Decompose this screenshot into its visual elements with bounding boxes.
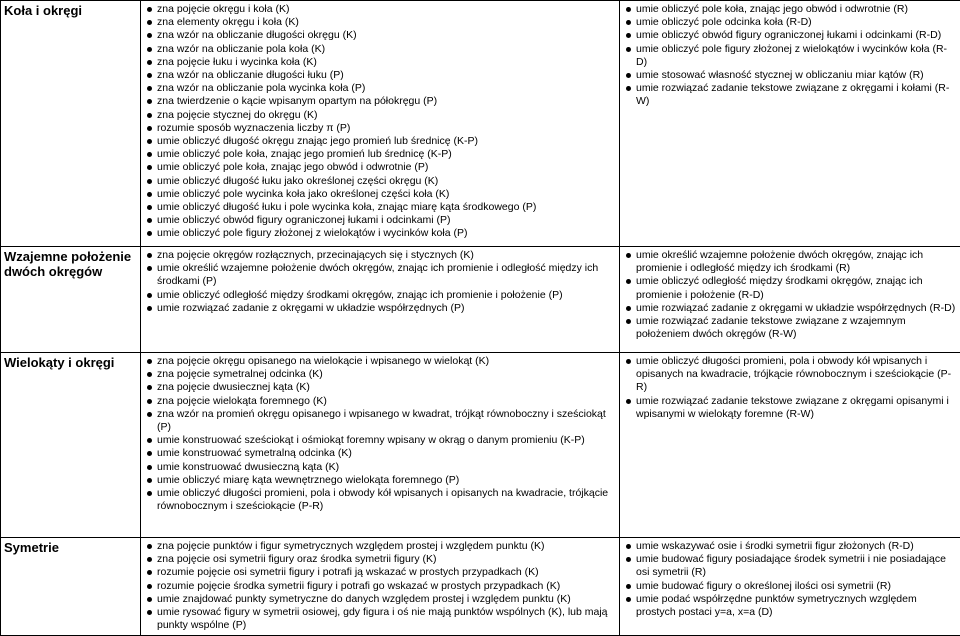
list-item: umie budować figury posiadające środek symetrii i nie posiadające osi symetrii (R): [623, 553, 957, 579]
list-item: umie określić wzajemne położenie dwóch okręgów, znając ich promienie i odległość między ich środkami (P): [144, 262, 616, 288]
list-item: zna pojęcie okręgów rozłącznych, przecinających się i stycznych (K): [144, 249, 616, 262]
list-item: umie obliczyć pole figury złożonej z wielokątów i wycinków koła (R-D): [623, 43, 957, 69]
list-item: rozumie pojęcie środka symetrii figury i potrafi go wskazać w prostych przypadkach (K): [144, 580, 616, 593]
advanced-requirements-list: [623, 3, 957, 109]
list-item: umie rysować figury w symetrii osiowej, gdy figura i oś nie mają punktów wspólnych (K), lub mają punkty wspólne (P): [144, 606, 616, 632]
list-item: umie obliczyć obwód figury ograniczonej łukami i odcinkami (P): [144, 214, 616, 227]
list-item: zna pojęcie punktów i figur symetrycznych względem prostej i względem punktu (K): [144, 540, 616, 553]
topic-cell: Koła i okręgi: [1, 1, 141, 247]
table-body: [1, 1, 960, 636]
advanced-requirements-cell: [620, 353, 960, 538]
basic-requirements-cell: [141, 1, 620, 247]
list-item: umie obliczyć miarę kąta wewnętrznego wielokąta foremnego (P): [144, 474, 616, 487]
list-item: umie rozwiązać zadanie tekstowe związane z okręgami opisanymi i wpisanymi w wielokąty foremne (R-W): [623, 395, 957, 421]
list-item: rozumie sposób wyznaczenia liczby π (P): [144, 122, 616, 135]
table-row: [1, 1, 960, 247]
basic-requirements-list: [144, 3, 616, 241]
list-item: umie konstruować sześciokąt i ośmiokąt foremny wpisany w okrąg o danym promieniu (K-P): [144, 434, 616, 447]
advanced-requirements-cell: [620, 1, 960, 247]
list-item: zna pojęcie wielokąta foremnego (K): [144, 395, 616, 408]
advanced-requirements-list: [623, 355, 957, 421]
basic-requirements-cell: [141, 538, 620, 636]
list-item: zna pojęcie łuku i wycinka koła (K): [144, 56, 616, 69]
list-item: zna pojęcie osi symetrii figury oraz środka symetrii figury (K): [144, 553, 616, 566]
advanced-requirements-cell: [620, 247, 960, 353]
list-item: umie wskazywać osie i środki symetrii figur złożonych (R-D): [623, 540, 957, 553]
list-item: umie obliczyć odległość między środkami okręgów, znając ich promienie i położenie (R-D): [623, 275, 957, 301]
basic-requirements-list: [144, 540, 616, 632]
list-item: zna pojęcie okręgu opisanego na wielokącie i wpisanego w wielokąt (K): [144, 355, 616, 368]
list-item: zna pojęcie stycznej do okręgu (K): [144, 109, 616, 122]
list-item: zna wzór na obliczanie pola wycinka koła (P): [144, 82, 616, 95]
list-item: umie obliczyć pole wycinka koła jako określonej części koła (K): [144, 188, 616, 201]
list-item: umie konstruować symetralną odcinka (K): [144, 447, 616, 460]
basic-requirements-list: [144, 355, 616, 513]
list-item: umie znajdować punkty symetryczne do danych względem prostej i względem punktu (K): [144, 593, 616, 606]
basic-requirements-list: [144, 249, 616, 315]
list-item: umie obliczyć długość łuku jako określonej części okręgu (K): [144, 175, 616, 188]
list-item: umie obliczyć pole koła, znając jego promień lub średnicę (K-P): [144, 148, 616, 161]
list-item: zna pojęcie dwusiecznej kąta (K): [144, 381, 616, 394]
list-item: rozumie pojęcie osi symetrii figury i potrafi ją wskazać w prostych przypadkach (K): [144, 566, 616, 579]
advanced-requirements-cell: [620, 538, 960, 636]
list-item: zna wzór na obliczanie długości łuku (P): [144, 69, 616, 82]
topic-cell: Wielokąty i okręgi: [1, 353, 141, 538]
table-row: [1, 247, 960, 353]
list-item: zna pojęcie symetralnej odcinka (K): [144, 368, 616, 381]
list-item: umie budować figury o określonej ilości osi symetrii (R): [623, 580, 957, 593]
list-item: umie obliczyć pole koła, znając jego obwód i odwrotnie (P): [144, 161, 616, 174]
topic-cell: Symetrie: [1, 538, 141, 636]
list-item: umie rozwiązać zadanie z okręgami w układzie współrzędnych (R-D): [623, 302, 957, 315]
list-item: umie obliczyć długość łuku i pole wycinka koła, znając miarę kąta środkowego (P): [144, 201, 616, 214]
list-item: zna twierdzenie o kącie wpisanym opartym na półokręgu (P): [144, 95, 616, 108]
list-item: umie rozwiązać zadanie z okręgami w układzie współrzędnych (P): [144, 302, 616, 315]
list-item: umie rozwiązać zadanie tekstowe związane z okręgami i kołami (R-W): [623, 82, 957, 108]
list-item: umie podać współrzędne punktów symetrycznych względem prostych postaci y=a, x=a (D): [623, 593, 957, 619]
list-item: umie rozwiązać zadanie tekstowe związane z wzajemnym położeniem dwóch okręgów (R-W): [623, 315, 957, 341]
list-item: zna wzór na obliczanie długości okręgu (K): [144, 29, 616, 42]
advanced-requirements-list: [623, 540, 957, 619]
list-item: umie obliczyć długości promieni, pola i obwody kół wpisanych i opisanych na kwadracie, trójkącie równobocznym i sześciokącie (P-R): [623, 355, 957, 395]
list-item: umie obliczyć pole odcinka koła (R-D): [623, 16, 957, 29]
list-item: umie obliczyć odległość między środkami okręgów, znając ich promienie i położenie (P): [144, 289, 616, 302]
topic-cell: Wzajemne położenie dwóch okręgów: [1, 247, 141, 353]
list-item: umie konstruować dwusieczną kąta (K): [144, 461, 616, 474]
list-item: zna pojęcie okręgu i koła (K): [144, 3, 616, 16]
list-item: zna wzór na obliczanie pola koła (K): [144, 43, 616, 56]
list-item: umie obliczyć długość okręgu znając jego promień lub średnicę (K-P): [144, 135, 616, 148]
basic-requirements-cell: [141, 353, 620, 538]
list-item: zna wzór na promień okręgu opisanego i wpisanego w kwadrat, trójkąt równoboczny i sześciokąt (P): [144, 408, 616, 434]
list-item: zna elementy okręgu i koła (K): [144, 16, 616, 29]
advanced-requirements-list: [623, 249, 957, 341]
table-row: [1, 538, 960, 636]
list-item: umie obliczyć pole koła, znając jego obwód i odwrotnie (R): [623, 3, 957, 16]
table-row: [1, 353, 960, 538]
basic-requirements-cell: [141, 247, 620, 353]
list-item: umie obliczyć obwód figury ograniczonej łukami i odcinkami (R-D): [623, 29, 957, 42]
list-item: umie obliczyć długości promieni, pola i obwody kół wpisanych i opisanych na kwadracie, trójkącie równobocznym i sześciokącie (P-R): [144, 487, 616, 513]
list-item: umie obliczyć pole figury złożonej z wielokątów i wycinków koła (P): [144, 227, 616, 240]
list-item: umie stosować własność stycznej w obliczaniu miar kątów (R): [623, 69, 957, 82]
list-item: umie określić wzajemne położenie dwóch okręgów, znając ich promienie i odległość między ich środkami (R): [623, 249, 957, 275]
